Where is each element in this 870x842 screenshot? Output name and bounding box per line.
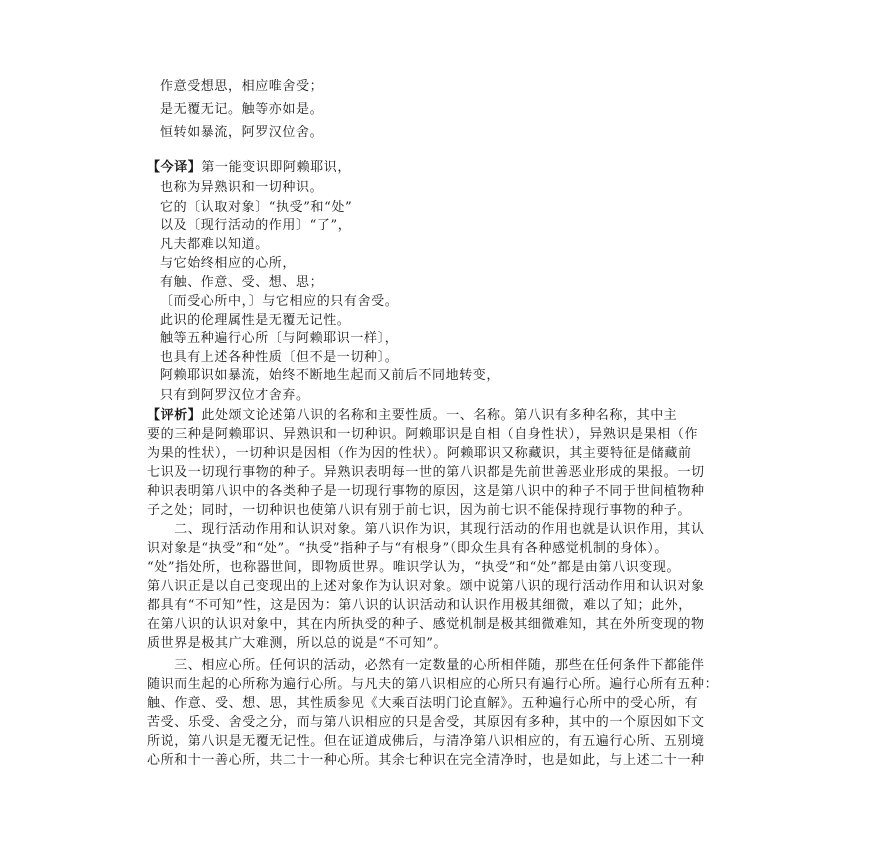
verse-line-3: 恒转如暴流，阿罗汉位舍。 <box>160 125 324 140</box>
translation-line: 凡夫都难以知道。 <box>160 237 269 252</box>
translation-line: 与它始终相应的心所， <box>160 256 297 271</box>
commentary-line: 识对象是“执受”和“处”。“执受”指种子与“有根身”（即众生具有各种感觉机制的身体）。 <box>147 541 668 556</box>
commentary-line: 要的三种是阿赖耶识、异熟识和一切种识。阿赖耶识是自相（自身性状），异熟识是果相（作 <box>147 427 699 442</box>
translation-line: 阿赖耶识如暴流，始终不断地生起而又前后不同地转变， <box>160 368 501 383</box>
translation-line: 此识的伦理属性是无覆无记性。 <box>160 313 351 328</box>
translation-line: 只有到阿罗汉位才舍弃。 <box>160 388 310 403</box>
commentary-line: 随识而生起的心所称为遍行心所。与凡夫的第八识相应的心所只有遍行心所。遍行心所有五种： <box>147 677 719 692</box>
translation-line: 也具有上述各种性质〔但不是一切种〕。 <box>160 350 399 365</box>
commentary-line: 所说，第八识是无覆无记性。但在证道成佛后，与清净第八识相应的，有五遍行心所、五别境 <box>147 734 705 749</box>
commentary-line: 都具有“不可知”性，这是因为：第八识的认识活动和认识作用极其细微，难以了知；此外， <box>147 598 692 613</box>
commentary-line: 触、作意、受、想、思，其性质参见《大乘百法明门论直解》。五种遍行心所中的受心所，有 <box>147 696 699 711</box>
translation-line: 〔而受心所中，〕与它相应的只有舍受。 <box>160 294 399 309</box>
commentary-line: 二、现行活动作用和认识对象。第八识作为识，其现行活动的作用也就是认识作用，其认 <box>147 522 705 537</box>
commentary-line: 心所和十一善心所，共二十一种心所。其余七种识在完全清净时，也是如此，与上述二十一种 <box>147 753 705 768</box>
verse-line-2: 是无覆无记。触等亦如是。 <box>160 102 324 117</box>
translation-first-line: 第一能变识即阿赖耶识， <box>201 160 352 175</box>
commentary-line: 质世界是极其广大难测，所以总的说是“不可知”。 <box>147 636 448 651</box>
commentary-line: 在第八识的认识对象中，其在内所执受的种子、感觉机制是极其细微难知，其在外所变现的物 <box>147 617 705 632</box>
commentary-line: 七识及一切现行事物的种子。异熟识表明每一世的第八识都是先前世善恶业形成的果报。一切 <box>147 465 705 480</box>
commentary-line: 苦受、乐受、舍受之分，而与第八识相应的只是舍受，其原因有多种，其中的一个原因如下文 <box>147 715 705 730</box>
translation-line: 它的〔认取对象〕“执受”和“处” <box>160 200 353 215</box>
verse-line-1: 作意受想思，相应唯舍受； <box>160 79 324 94</box>
translation-line-1 <box>147 160 351 176</box>
commentary-line: 三、相应心所。任何识的活动，必然有一定数量的心所相伴随，那些在任何条件下都能伴 <box>147 658 705 673</box>
translation-marker: 【今译】 <box>147 160 202 175</box>
translation-line: 有触、作意、受、想、思； <box>160 275 324 290</box>
translation-line: 也称为异熟识和一切种识。 <box>160 180 324 195</box>
commentary-marker: 【评析】 <box>147 408 202 423</box>
translation-line: 触等五种遍行心所〔与阿赖耶识一样〕， <box>160 331 399 346</box>
translation-line: 以及〔现行活动的作用〕“了”， <box>160 218 352 233</box>
commentary-line <box>147 408 677 424</box>
commentary-line: 种识表明第八识中的各类种子是一切现行事物的原因，这是第八识中的种子不同于世间植物种 <box>147 484 705 499</box>
commentary-line: 第八识正是以自己变现出的上述对象作为认识对象。颂中说第八识的现行活动作用和认识对象 <box>147 579 705 594</box>
commentary-first-line: 此处颂文论述第八识的名称和主要性质。一、名称。第八识有多种名称，其中主 <box>201 408 678 423</box>
commentary-line: 子之处；同时，一切种识也使第八识有别于前七识，因为前七识不能保持现行事物的种子。 <box>147 503 692 518</box>
commentary-line: “处”指处所，也称器世间，即物质世界。唯识学认为，“执受”和“处”都是由第八识变现。 <box>147 560 681 575</box>
commentary-line: 为果的性状），一切种识是因相（作为因的性状）。阿赖耶识又称藏识，其主要特征是储藏前 <box>147 446 692 461</box>
